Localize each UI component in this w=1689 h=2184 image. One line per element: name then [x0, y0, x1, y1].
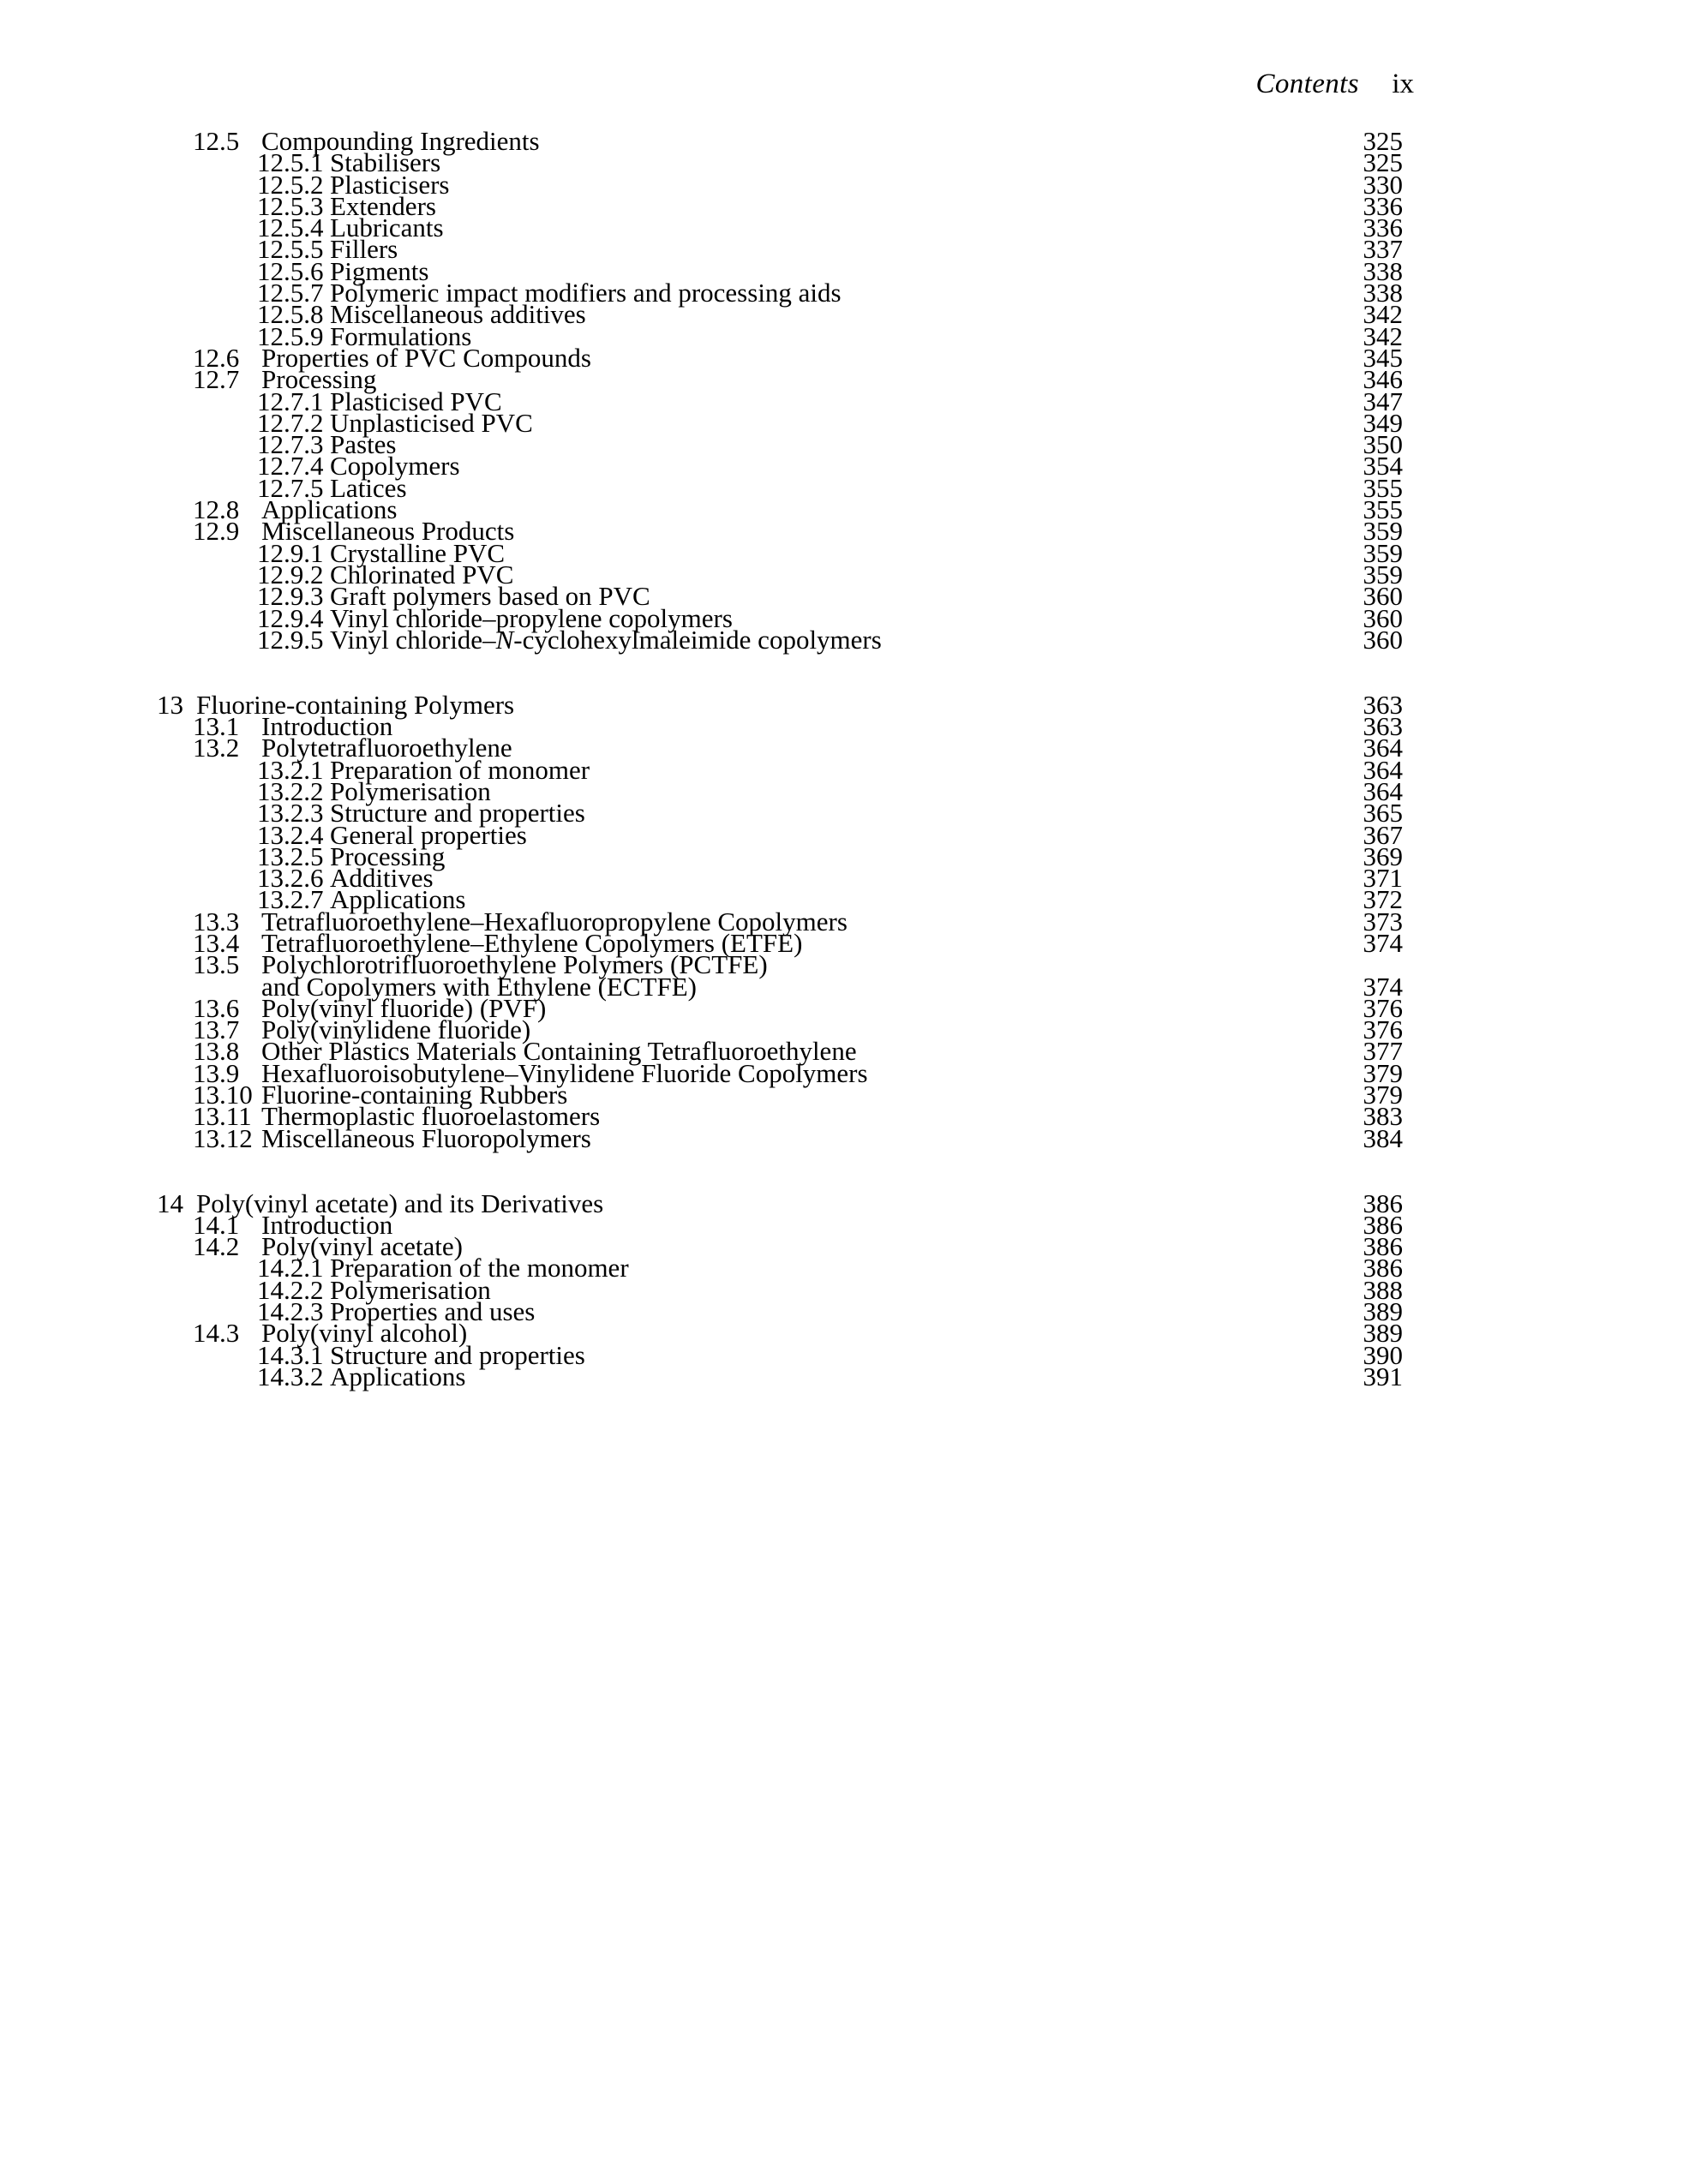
toc-entry[interactable]	[0, 754, 1414, 785]
toc-entry-title: Vinyl chloride–propylene copolymers	[330, 602, 733, 633]
toc-entry[interactable]	[0, 278, 1414, 308]
toc-entry-page-number: 364	[1363, 754, 1403, 785]
toc-entry-number: 13.2	[193, 733, 240, 763]
toc-entry-title: Fillers	[330, 234, 398, 265]
toc-entry-title: Compounding Ingredients	[261, 126, 540, 156]
toc-entry-title: Extenders	[330, 190, 436, 221]
toc-entry-title: Crystalline PVC	[330, 537, 506, 568]
toc-entry-title: Fluorine-containing Polymers	[196, 689, 515, 720]
toc-entry[interactable]	[0, 212, 1414, 243]
toc-entry-title: Thermoplastic fluoroelastomers	[261, 1101, 601, 1132]
toc-entry[interactable]	[0, 190, 1414, 221]
toc-entry[interactable]	[0, 234, 1414, 265]
toc-entry-page-number: 350	[1363, 429, 1403, 460]
table-of-contents-list	[0, 126, 1414, 1391]
toc-entry-number: 14.1	[193, 1209, 240, 1240]
toc-entry-number: 12.7.1	[257, 386, 324, 416]
toc-entry-title: Preparation of monomer	[330, 754, 590, 785]
toc-entry-title: Introduction	[261, 711, 393, 742]
toc-entry-number: 12.7.4	[257, 451, 324, 482]
toc-entry-title: Polychlorotrifluoroethylene Polymers (PCTFE)	[261, 949, 768, 980]
toc-entry-title: General properties	[330, 819, 527, 850]
toc-entry-number: 13.4	[193, 927, 240, 958]
toc-entry-title: Graft polymers based on PVC	[330, 581, 650, 612]
toc-entry-page-number: 345	[1363, 342, 1403, 373]
toc-entry[interactable]	[0, 364, 1414, 395]
toc-entry[interactable]	[0, 429, 1414, 460]
toc-entry-page-number: 390	[1363, 1339, 1403, 1370]
toc-entry-number: 12.9	[193, 516, 240, 547]
toc-entry-title: Poly(vinyl acetate)	[261, 1231, 463, 1262]
toc-entry-page-number: 330	[1363, 169, 1403, 200]
toc-entry-number: 14.3.1	[257, 1339, 324, 1370]
toc-entry-page-number: 373	[1363, 906, 1403, 936]
toc-entry-page-number: 379	[1363, 1080, 1403, 1110]
toc-entry-number: 12.5.8	[257, 299, 324, 330]
toc-entry-number: 13.2.1	[257, 754, 324, 785]
toc-entry-page-number: 386	[1363, 1188, 1403, 1218]
toc-entry-page-number: 342	[1363, 320, 1403, 351]
toc-entry-page-number: 355	[1363, 472, 1403, 503]
toc-entry-title: Poly(vinyl fluoride) (PVF)	[261, 992, 547, 1023]
toc-entry-title: Miscellaneous Products	[261, 516, 515, 547]
toc-entry-title: Pastes	[330, 429, 397, 460]
toc-entry-title: Tetrafluoroethylene–Hexafluoropropylene Copolymers	[261, 906, 847, 936]
toc-entry-page-number: 359	[1363, 537, 1403, 568]
toc-entry-title: Poly(vinyl acetate) and its Derivatives	[196, 1188, 604, 1218]
toc-entry-title: Properties and uses	[330, 1296, 536, 1327]
toc-entry[interactable]	[0, 1274, 1414, 1305]
toc-entry-number: 12.5.5	[257, 234, 324, 265]
toc-entry-title: Fluorine-containing Rubbers	[261, 1080, 568, 1110]
toc-entry-title: Introduction	[261, 1209, 393, 1240]
toc-entry-title: Additives	[330, 863, 434, 894]
toc-entry-page-number: 342	[1363, 299, 1403, 330]
toc-entry-number: 13.2.4	[257, 819, 324, 850]
toc-entry-title: Tetrafluoroethylene–Ethylene Copolymers (ETFE)	[261, 927, 803, 958]
toc-entry-page-number: 388	[1363, 1274, 1403, 1305]
toc-entry-number: 13.9	[193, 1057, 240, 1088]
toc-entry-number: 14.2.3	[257, 1296, 324, 1327]
toc-entry-number: 12.5	[193, 126, 240, 156]
toc-entry-number: 13.8	[193, 1036, 240, 1067]
toc-entry-number: 13.6	[193, 992, 240, 1023]
toc-entry-title: Plasticised PVC	[330, 386, 502, 416]
toc-entry[interactable]	[0, 863, 1414, 894]
toc-entry-page-number: 386	[1363, 1209, 1403, 1240]
toc-entry-number: 12.9.3	[257, 581, 324, 612]
toc-entry-number: 14	[157, 1188, 183, 1218]
toc-entry-number: 14.3.2	[257, 1361, 324, 1391]
running-head-title: Contents	[1255, 69, 1359, 99]
toc-entry[interactable]	[0, 537, 1414, 568]
toc-entry-title: Polymerisation	[330, 1274, 491, 1305]
toc-entry-page-number: 354	[1363, 451, 1403, 482]
toc-entry-page-number: 374	[1363, 971, 1403, 1002]
toc-entry-title: Chlorinated PVC	[330, 559, 514, 589]
toc-spacer	[0, 1149, 1414, 1170]
toc-entry-title: Copolymers	[330, 451, 460, 482]
toc-entry-page-number: 364	[1363, 733, 1403, 763]
toc-entry-page-number: 389	[1363, 1296, 1403, 1327]
toc-entry-title: Plasticisers	[330, 169, 450, 200]
toc-entry-number: 12.9.2	[257, 559, 324, 589]
running-head	[0, 67, 1414, 101]
toc-entry-title: Applications	[330, 1361, 466, 1391]
toc-entry-page-number: 360	[1363, 602, 1403, 633]
toc-entry-page-number: 377	[1363, 1036, 1403, 1067]
toc-entry-title: Polymeric impact modifiers and processing aids	[330, 278, 842, 308]
toc-entry-title: Preparation of the monomer	[330, 1253, 629, 1283]
toc-entry-title: Poly(vinylidene fluoride)	[261, 1014, 531, 1045]
toc-entry[interactable]	[0, 624, 1414, 655]
toc-entry-title: Lubricants	[330, 212, 444, 243]
toc-entry-title: Polytetrafluoroethylene	[261, 733, 512, 763]
toc-entry-number: 13	[157, 689, 183, 720]
toc-entry-page-number: 347	[1363, 386, 1403, 416]
toc-entry-number: 12.5.6	[257, 255, 324, 286]
toc-entry-title: Properties of PVC Compounds	[261, 342, 591, 373]
toc-entry-number: 13.11	[193, 1101, 252, 1132]
toc-entry[interactable]	[0, 451, 1414, 482]
toc-entry[interactable]	[0, 733, 1414, 763]
toc-entry-title: Structure and properties	[330, 1339, 585, 1370]
toc-entry[interactable]	[0, 949, 1414, 980]
toc-entry-number: 12.7.3	[257, 429, 324, 460]
toc-entry-title: Pigments	[330, 255, 429, 286]
toc-entry-page-number: 359	[1363, 516, 1403, 547]
toc-entry-title: Latices	[330, 472, 407, 503]
toc-entry[interactable]	[0, 819, 1414, 850]
toc-entry-number: 14.3	[193, 1318, 240, 1349]
toc-entry-title: Processing	[330, 841, 446, 871]
toc-entry[interactable]	[0, 516, 1414, 547]
toc-entry-number: 12.5.7	[257, 278, 324, 308]
toc-entry-number: 13.3	[193, 906, 240, 936]
toc-entry-page-number: 360	[1363, 581, 1403, 612]
toc-entry[interactable]	[0, 1231, 1414, 1262]
toc-entry-number: 12.5.4	[257, 212, 324, 243]
toc-entry-page-number: 337	[1363, 234, 1403, 265]
toc-entry-number: 13.2.6	[257, 863, 324, 894]
toc-entry-title: Polymerisation	[330, 775, 491, 806]
toc-entry-title: Formulations	[330, 320, 472, 351]
toc-entry-number: 12.7	[193, 364, 240, 395]
toc-entry-page-number: 365	[1363, 798, 1403, 829]
toc-entry-title: Applications	[261, 494, 398, 525]
toc-entry-number: 12.5.3	[257, 190, 324, 221]
toc-entry[interactable]	[0, 1253, 1414, 1283]
toc-entry[interactable]	[0, 798, 1414, 829]
toc-entry[interactable]	[0, 407, 1414, 438]
toc-entry[interactable]	[0, 1339, 1414, 1370]
toc-entry-number: 12.9.5	[257, 624, 324, 655]
toc-entry-number: 13.10	[193, 1080, 253, 1110]
toc-entry-number: 12.7.5	[257, 472, 324, 503]
toc-entry[interactable]	[0, 147, 1414, 178]
running-head-folio: ix	[1392, 69, 1414, 99]
toc-entry-number: 14.2.1	[257, 1253, 324, 1283]
toc-entry-title: Miscellaneous additives	[330, 299, 586, 330]
toc-entry-page-number: 376	[1363, 992, 1403, 1023]
toc-entry-page-number: 336	[1363, 212, 1403, 243]
toc-entry-number: 13.2.3	[257, 798, 324, 829]
toc-entry-number: 13.5	[193, 949, 240, 980]
toc-entry-number: 12.9.4	[257, 602, 324, 633]
toc-entry-number: 13.12	[193, 1122, 253, 1153]
toc-entry-page-number: 379	[1363, 1057, 1403, 1088]
toc-entry-title: Vinyl chloride–N-cyclohexylmaleimide copolymers	[330, 624, 882, 655]
toc-entry-number: 12.8	[193, 494, 240, 525]
toc-entry[interactable]	[0, 299, 1414, 330]
toc-entry-page-number: 367	[1363, 819, 1403, 850]
toc-entry-title: Other Plastics Materials Containing Tetrafluoroethylene	[261, 1036, 857, 1067]
toc-entry-page-number: 336	[1363, 190, 1403, 221]
toc-entry-number: 12.6	[193, 342, 240, 373]
toc-entry-number: 13.1	[193, 711, 240, 742]
toc-entry-page-number: 383	[1363, 1101, 1403, 1132]
toc-entry-title: and Copolymers with Ethylene (ECTFE)	[261, 971, 697, 1002]
toc-entry-page-number: 391	[1363, 1361, 1403, 1391]
toc-entry-number: 12.9.1	[257, 537, 324, 568]
toc-entry-page-number: 371	[1363, 863, 1403, 894]
toc-entry-number: 12.5.9	[257, 320, 324, 351]
toc-entry-page-number: 374	[1363, 927, 1403, 958]
toc-entry-number: 13.7	[193, 1014, 240, 1045]
toc-entry-page-number: 359	[1363, 559, 1403, 589]
toc-entry-page-number: 325	[1363, 147, 1403, 178]
toc-entry-page-number: 372	[1363, 884, 1403, 915]
toc-entry-page-number: 364	[1363, 775, 1403, 806]
toc-entry-title: Miscellaneous Fluoropolymers	[261, 1122, 591, 1153]
toc-entry-number: 13.2.5	[257, 841, 324, 871]
toc-entry-page-number: 355	[1363, 494, 1403, 525]
toc-entry-number: 13.2.2	[257, 775, 324, 806]
toc-entry-number: 12.7.2	[257, 407, 324, 438]
toc-entry-title: Applications	[330, 884, 466, 915]
toc-entry-title: Stabilisers	[330, 147, 441, 178]
toc-entry-number: 14.2	[193, 1231, 240, 1262]
toc-entry-page-number: 386	[1363, 1231, 1403, 1262]
toc-entry[interactable]	[0, 169, 1414, 200]
toc-entry-page-number: 389	[1363, 1318, 1403, 1349]
toc-entry[interactable]	[0, 559, 1414, 589]
toc-entry-title: Structure and properties	[330, 798, 585, 829]
toc-entry-number: 13.2.7	[257, 884, 324, 915]
toc-entry-page-number: 346	[1363, 364, 1403, 395]
toc-entry-page-number: 363	[1363, 711, 1403, 742]
toc-entry-number: 12.5.2	[257, 169, 324, 200]
toc-entry-page-number: 384	[1363, 1122, 1403, 1153]
toc-entry[interactable]	[0, 386, 1414, 416]
toc-entry-number: 12.5.1	[257, 147, 324, 178]
toc-entry-page-number: 376	[1363, 1014, 1403, 1045]
toc-entry[interactable]	[0, 126, 1414, 156]
toc-entry[interactable]	[0, 1122, 1414, 1153]
toc-entry[interactable]	[0, 841, 1414, 871]
toc-entry-page-number: 338	[1363, 278, 1403, 308]
toc-entry-title: Unplasticised PVC	[330, 407, 533, 438]
toc-entry[interactable]	[0, 1361, 1414, 1391]
toc-entry-title: Processing	[261, 364, 377, 395]
toc-entry-page-number: 338	[1363, 255, 1403, 286]
toc-entry-page-number: 349	[1363, 407, 1403, 438]
toc-entry-page-number: 369	[1363, 841, 1403, 871]
toc-entry-page-number: 325	[1363, 126, 1403, 156]
toc-entry-title: Poly(vinyl alcohol)	[261, 1318, 468, 1349]
toc-entry[interactable]	[0, 1318, 1414, 1349]
toc-entry-page-number: 360	[1363, 624, 1403, 655]
toc-entry[interactable]	[0, 775, 1414, 806]
toc-entry-title: Hexafluoroisobutylene–Vinylidene Fluoride Copolymers	[261, 1057, 868, 1088]
toc-entry-page-number: 386	[1363, 1253, 1403, 1283]
toc-spacer	[0, 650, 1414, 672]
toc-entry-number: 14.2.2	[257, 1274, 324, 1305]
toc-entry-page-number: 363	[1363, 689, 1403, 720]
